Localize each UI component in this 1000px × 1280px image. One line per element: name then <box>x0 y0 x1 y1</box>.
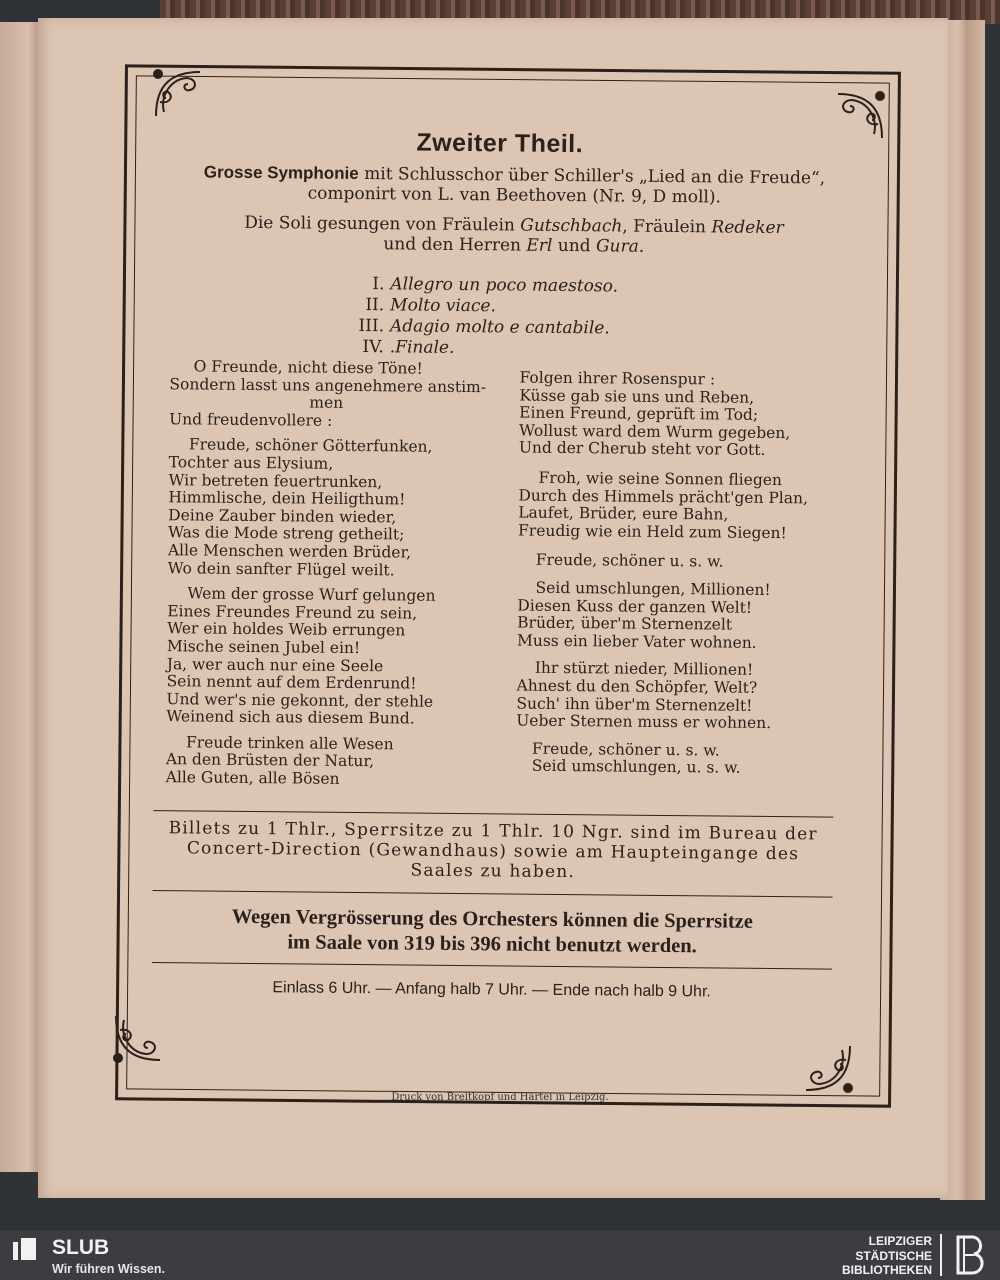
poem-line: Wir betreten feuertrunken, <box>168 470 383 491</box>
printer-imprint: Druck von Breitkopf und Härtel in Leipzig. <box>391 1092 609 1103</box>
poem-line: men <box>309 393 344 413</box>
poem-line: Freude trinken alle Wesen <box>185 733 394 754</box>
soli-line-2: und den Herren Erl und Gura. <box>383 234 645 257</box>
poem-line: Folgen ihrer Rosenspur : <box>519 368 716 389</box>
section-title: Zweiter Theil. <box>416 128 584 159</box>
partner-separator <box>940 1234 942 1276</box>
left-page-edge <box>0 22 40 1172</box>
seating-notice: Wegen Vergrösserung des Orchesters können die Sperrsitze im Saale von 319 bis 396 nicht benutzt werden. <box>231 905 754 958</box>
poem-line: Alle Guten, alle Bösen <box>165 768 340 788</box>
poem-line: Wer ein holdes Weib errungen <box>167 619 406 640</box>
poem-line: Ja, wer auch nur eine Seele <box>166 654 384 675</box>
poem-left-column <box>166 358 487 790</box>
slub-tagline: Wir führen Wissen. <box>52 1262 165 1276</box>
poem-line: Und wer's nie gekonnt, der stehle <box>166 689 434 711</box>
movement-item: IV. .Finale. <box>362 337 455 358</box>
poem-line: An den Brüsten der Natur, <box>165 750 375 771</box>
poem-line: Himmlische, dein Heiligthum! <box>168 488 406 509</box>
poem-line: Einen Freund, geprüft im Tod; <box>519 403 759 425</box>
poem-line: Seid umschlungen, Millionen! <box>535 578 771 599</box>
poem-line: Und der Cherub steht vor Gott. <box>518 438 766 460</box>
poem-line: Sondern lasst uns angenehmere anstim- <box>169 374 487 396</box>
poem-line: Mische seinen Jubel ein! <box>166 637 361 657</box>
poem-line: Wem der grosse Wurf gelungen <box>187 584 436 605</box>
partner-b-logo-icon <box>950 1234 990 1276</box>
movement-item: III. Adagio molto e cantabile. <box>358 316 610 339</box>
poem-line: Freude, schöner u. s. w. <box>535 551 724 571</box>
movement-item: II. Molto viace. <box>365 295 497 317</box>
poem-line: Freude, schöner Götterfunken, <box>188 435 433 457</box>
times-notice: Einlass 6 Uhr. — Anfang halb 7 Uhr. — Ende nach halb 9 Uhr. <box>272 979 711 1001</box>
poem-line: Durch des Himmels prächt'gen Plan, <box>518 486 809 507</box>
poem-line: Tochter aus Elysium, <box>168 453 334 473</box>
poem-line: Ueber Sternen muss er wohnen. <box>516 711 772 733</box>
corner-ornament-top-left <box>150 66 206 122</box>
slub-name: SLUB <box>52 1236 110 1259</box>
program-content <box>141 120 850 1087</box>
poem-line: Such' ihn über'm Sternenzelt! <box>516 694 753 715</box>
poem-line: Ahnest du den Schöpfer, Welt? <box>516 676 758 697</box>
divider-1 <box>153 810 833 818</box>
poem-line: Wo dein sanfter Flügel weilt. <box>167 558 395 579</box>
viewer-footer <box>0 1230 1000 1280</box>
poem-line: Freudig wie ein Held zum Siegen! <box>517 521 787 542</box>
movement-item: I. Allegro un poco maestoso. <box>372 274 619 297</box>
divider-3 <box>152 962 832 970</box>
symphony-line-1: Grosse Symphonie mit Schlusschor über Schiller's „Lied an die Freude“, <box>203 162 826 189</box>
poem-line: Laufet, Brüder, eure Bahn, <box>518 503 729 524</box>
poem-line: Seid umschlungen, u. s. w. <box>531 756 741 777</box>
poem-line: Küsse gab sie uns und Reben, <box>519 386 755 407</box>
poem-line: Weinend sich aus diesem Bund. <box>166 707 415 728</box>
poem-line: O Freunde, nicht diese Töne! <box>193 357 423 378</box>
slub-logo-icon <box>12 1236 38 1262</box>
symphony-line-2: componirt von L. van Beethoven (Nr. 9, D moll). <box>307 183 722 208</box>
partner-name: LEIPZIGER STÄDTISCHE BIBLIOTHEKEN <box>842 1234 932 1277</box>
poem-line: Ihr stürzt nieder, Millionen! <box>534 659 754 680</box>
soli-line-1: Die Soli gesungen von Fräulein Gutschbach, Fräulein Redeker <box>244 212 784 239</box>
poem-line: Deine Zauber binden wieder, <box>168 505 397 527</box>
poem-line: Sein nennt auf dem Erdenrund! <box>166 672 417 693</box>
poem-line: Was die Mode streng getheilt; <box>167 523 405 544</box>
poem-line: Wollust ward dem Wurm gegeben, <box>518 421 791 442</box>
ticket-notice: Billets zu 1 Thlr., Sperrsitze zu 1 Thlr. 10 Ngr. sind im Bureau der Concert-Direction (Gewandhaus) sowie am Haupteingange des Saales zu haben. <box>168 818 818 883</box>
poem-line: Diesen Kuss der ganzen Welt! <box>517 596 753 617</box>
poem-line: Eines Freundes Freund zu sein, <box>167 601 418 623</box>
poem-line: Und freudenvollere : <box>169 409 333 430</box>
poem-line: Freude, schöner u. s. w. <box>531 739 720 760</box>
divider-2 <box>153 890 833 898</box>
poem-right-column <box>516 370 809 779</box>
poem-line: Muss ein lieber Vater wohnen. <box>516 631 757 652</box>
poem-line: Brüder, über'm Sternenzelt <box>517 613 733 634</box>
poem-line: Alle Menschen werden Brüder, <box>167 541 412 562</box>
movement-list <box>338 274 618 361</box>
poem-line: Froh, wie seine Sonnen fliegen <box>538 468 783 490</box>
